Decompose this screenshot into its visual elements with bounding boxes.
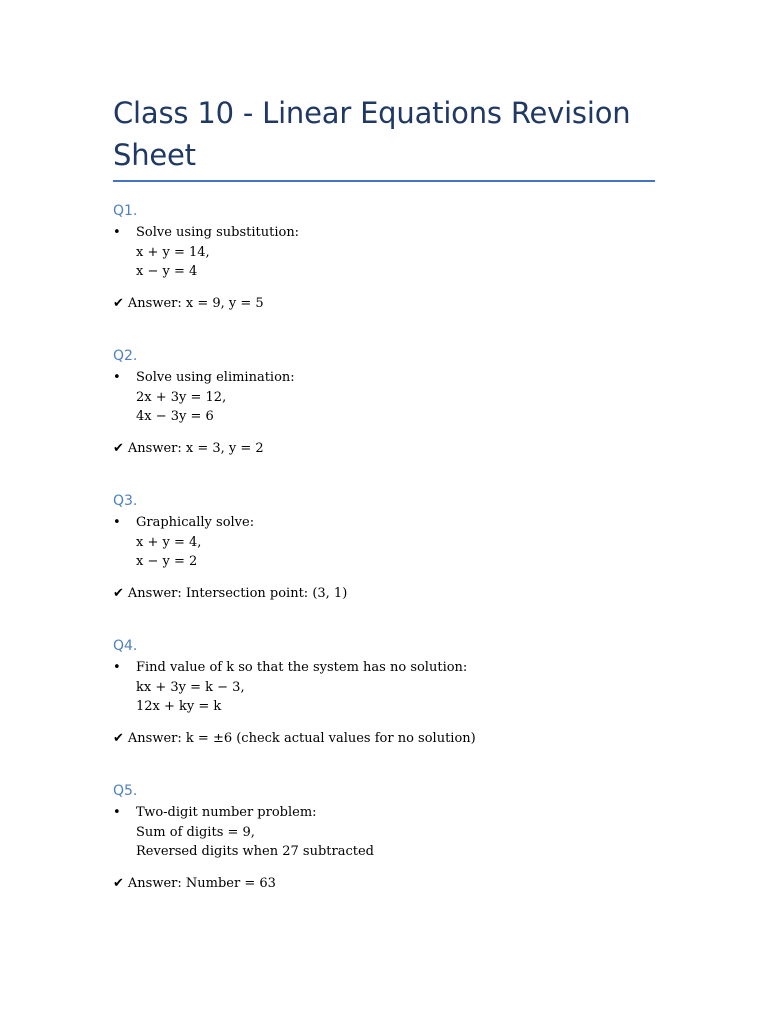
answer-value: Number = 63 [185, 875, 276, 891]
answer-line [113, 439, 673, 458]
question-body [113, 803, 673, 862]
answer-label: Answer: [127, 440, 182, 456]
question-prompt: Graphically solve: [136, 515, 255, 530]
answer-line [113, 874, 673, 893]
question-prompt: Solve using substitution: [136, 225, 300, 240]
question-1 [113, 200, 673, 345]
question-prompt: Solve using elimination: [136, 370, 295, 385]
answer-value: x = 3, y = 2 [185, 440, 264, 456]
title-underline [113, 180, 655, 182]
bullet-icon: • [113, 660, 121, 675]
question-prompt: Find value of k so that the system has no solution: [136, 660, 468, 675]
equation-line: x − y = 2 [136, 554, 198, 569]
question-heading: Q4. [113, 638, 138, 654]
equation-line: 2x + 3y = 12, [136, 389, 227, 405]
question-heading: Q5. [113, 783, 138, 799]
question-3 [113, 490, 673, 635]
question-2 [113, 345, 673, 490]
checkmark-icon: ✔ [113, 440, 124, 456]
equation-line: x − y = 4 [136, 264, 198, 279]
answer-line [113, 294, 673, 313]
question-heading: Q3. [113, 493, 138, 509]
question-heading: Q2. [113, 348, 138, 364]
equation-line: 4x − 3y = 6 [136, 409, 214, 424]
question-4 [113, 635, 673, 780]
title-block [113, 92, 655, 176]
question-heading: Q1. [113, 203, 138, 219]
answer-label: Answer: [127, 875, 182, 891]
bullet-icon: • [113, 225, 121, 240]
question-body [113, 223, 673, 282]
document-title: Class 10 - Linear Equations Revision Sheet [113, 96, 631, 172]
checkmark-icon: ✔ [113, 585, 124, 601]
equation-line: 12x + ky = k [136, 699, 222, 714]
bullet-icon: • [113, 805, 121, 820]
equation-line: Sum of digits = 9, [136, 824, 255, 840]
bullet-icon: • [113, 370, 121, 385]
answer-value: k = ±6 (check actual values for no solution) [185, 730, 476, 746]
answer-line [113, 729, 673, 748]
answer-label: Answer: [127, 585, 182, 601]
question-body [113, 513, 673, 572]
question-prompt: Two-digit number problem: [136, 805, 317, 820]
question-body [113, 368, 673, 427]
checkmark-icon: ✔ [113, 730, 124, 746]
question-5 [113, 780, 673, 925]
answer-line [113, 584, 673, 603]
question-list [113, 200, 673, 925]
question-body [113, 658, 673, 717]
equation-line: kx + 3y = k − 3, [136, 679, 245, 695]
checkmark-icon: ✔ [113, 295, 124, 311]
checkmark-icon: ✔ [113, 875, 124, 891]
answer-label: Answer: [127, 295, 182, 311]
bullet-icon: • [113, 515, 121, 530]
equation-line: x + y = 4, [136, 534, 202, 550]
answer-label: Answer: [127, 730, 182, 746]
answer-value: x = 9, y = 5 [185, 295, 264, 311]
answer-value: Intersection point: (3, 1) [185, 585, 348, 601]
equation-line: x + y = 14, [136, 244, 210, 260]
equation-line: Reversed digits when 27 subtracted [136, 844, 374, 859]
